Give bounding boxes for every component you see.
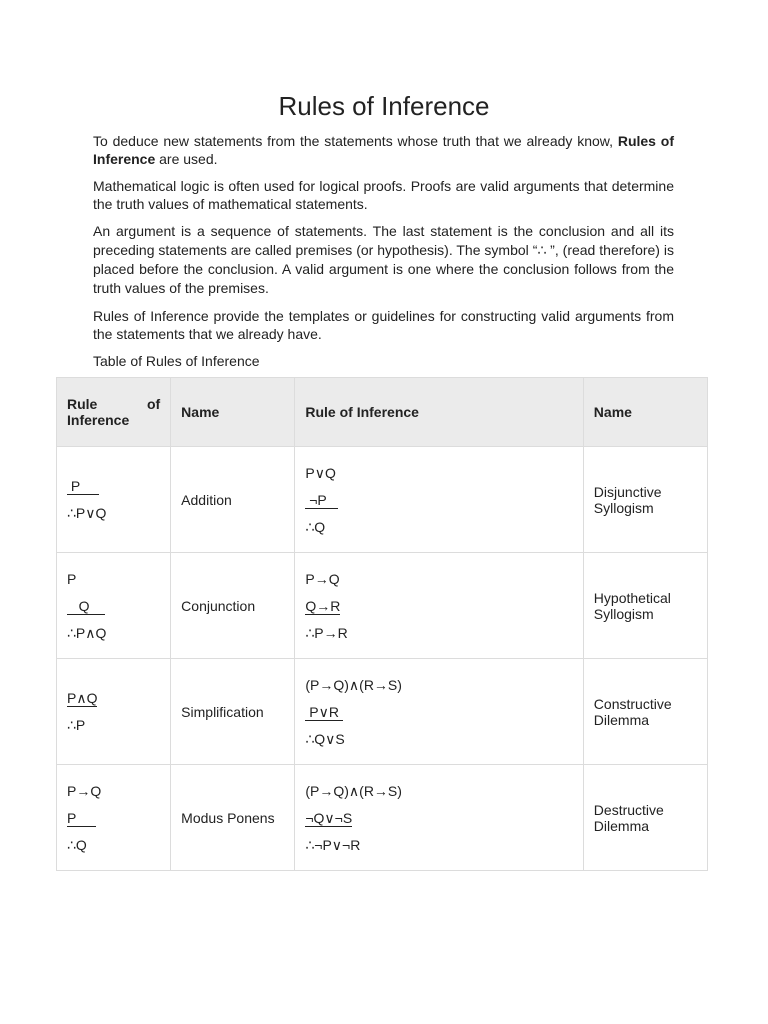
conclusion-line: ∴Q∨S xyxy=(305,730,345,747)
table-row xyxy=(57,659,708,765)
conclusion-line: ∴P xyxy=(67,717,86,733)
table-row xyxy=(57,765,708,871)
header-name-2: Name xyxy=(583,378,707,447)
premise-line: P∧Q xyxy=(67,690,98,706)
premise-line: P xyxy=(67,809,96,826)
premise-line: P xyxy=(67,478,100,494)
rule-cell xyxy=(57,765,171,871)
premise-line: ¬P xyxy=(305,491,339,508)
conclusion-line: ∴¬P∨¬R xyxy=(305,836,361,853)
table-header-row xyxy=(57,378,708,447)
intro-p1-tail: are used. xyxy=(155,151,218,167)
rule-cell xyxy=(57,553,171,659)
premise-line: Q xyxy=(67,597,106,614)
premise-line: P∨R xyxy=(305,703,343,720)
rule-cell xyxy=(295,659,583,765)
table-row xyxy=(57,447,708,553)
premise-line: (P→Q)∧(R→S) xyxy=(305,782,402,799)
table-caption: Table of Rules of Inference xyxy=(93,353,260,369)
intro-paragraph-1 xyxy=(93,132,674,168)
intro-p1-bold: Rules of Inference xyxy=(93,133,674,167)
intro-paragraph-4: Rules of Inference provide the templates or guidelines for constructing valid arguments from the statements that we already have. xyxy=(93,308,674,342)
conclusion-line: ∴P→R xyxy=(305,624,348,641)
intro-paragraph-3: An argument is a sequence of statements. The last statement is the conclusion and all its preceding statements are called premises (or hypothesis). The symbol “∴ ”, (read therefore) is placed before the conclusion. A valid argument is one where the conclusion follows from the truth values of the premises. xyxy=(93,223,674,296)
rule-cell xyxy=(295,765,583,871)
rule-name: Modus Ponens xyxy=(171,765,295,871)
conclusion-line: ∴Q xyxy=(305,518,326,535)
rule-cell xyxy=(57,447,171,553)
rule-name: Destructive Dilemma xyxy=(583,765,707,871)
conclusion-line: ∴Q xyxy=(67,836,87,853)
premise-line: P→Q xyxy=(305,570,340,587)
conclusion-line: ∴P∨Q xyxy=(67,505,107,521)
header-name-1: Name xyxy=(171,378,295,447)
header-rule-2: Rule of Inference xyxy=(295,378,583,447)
rule-name: Hypothetical Syllogism xyxy=(583,553,707,659)
rule-cell xyxy=(295,447,583,553)
premise-line: ¬Q∨¬S xyxy=(305,809,353,826)
rule-cell xyxy=(57,659,171,765)
intro-text xyxy=(93,132,674,379)
intro-p1-text: To deduce new statements from the statements whose truth that we already know, xyxy=(93,133,618,149)
conclusion-line: ∴P∧Q xyxy=(67,624,107,641)
premise-line: P∨Q xyxy=(305,464,336,481)
header-rule-1: Rule of Inference xyxy=(57,378,171,447)
page-title: Rules of Inference xyxy=(278,91,490,121)
premise-line: (P→Q)∧(R→S) xyxy=(305,676,402,693)
premise-line: P xyxy=(67,570,77,587)
rules-table xyxy=(56,377,708,871)
rule-cell xyxy=(295,553,583,659)
rule-name: Constructive Dilemma xyxy=(583,659,707,765)
premise-line: P→Q xyxy=(67,782,102,799)
premise-line: Q→R xyxy=(305,597,341,614)
table-row xyxy=(57,553,708,659)
rule-name: Conjunction xyxy=(171,553,295,659)
intro-paragraph-2: Mathematical logic is often used for logical proofs. Proofs are valid arguments that determine the truth values of mathematical statements. xyxy=(93,178,674,212)
rule-name: Simplification xyxy=(171,659,295,765)
rule-name: Disjunctive Syllogism xyxy=(583,447,707,553)
rule-name: Addition xyxy=(171,447,295,553)
